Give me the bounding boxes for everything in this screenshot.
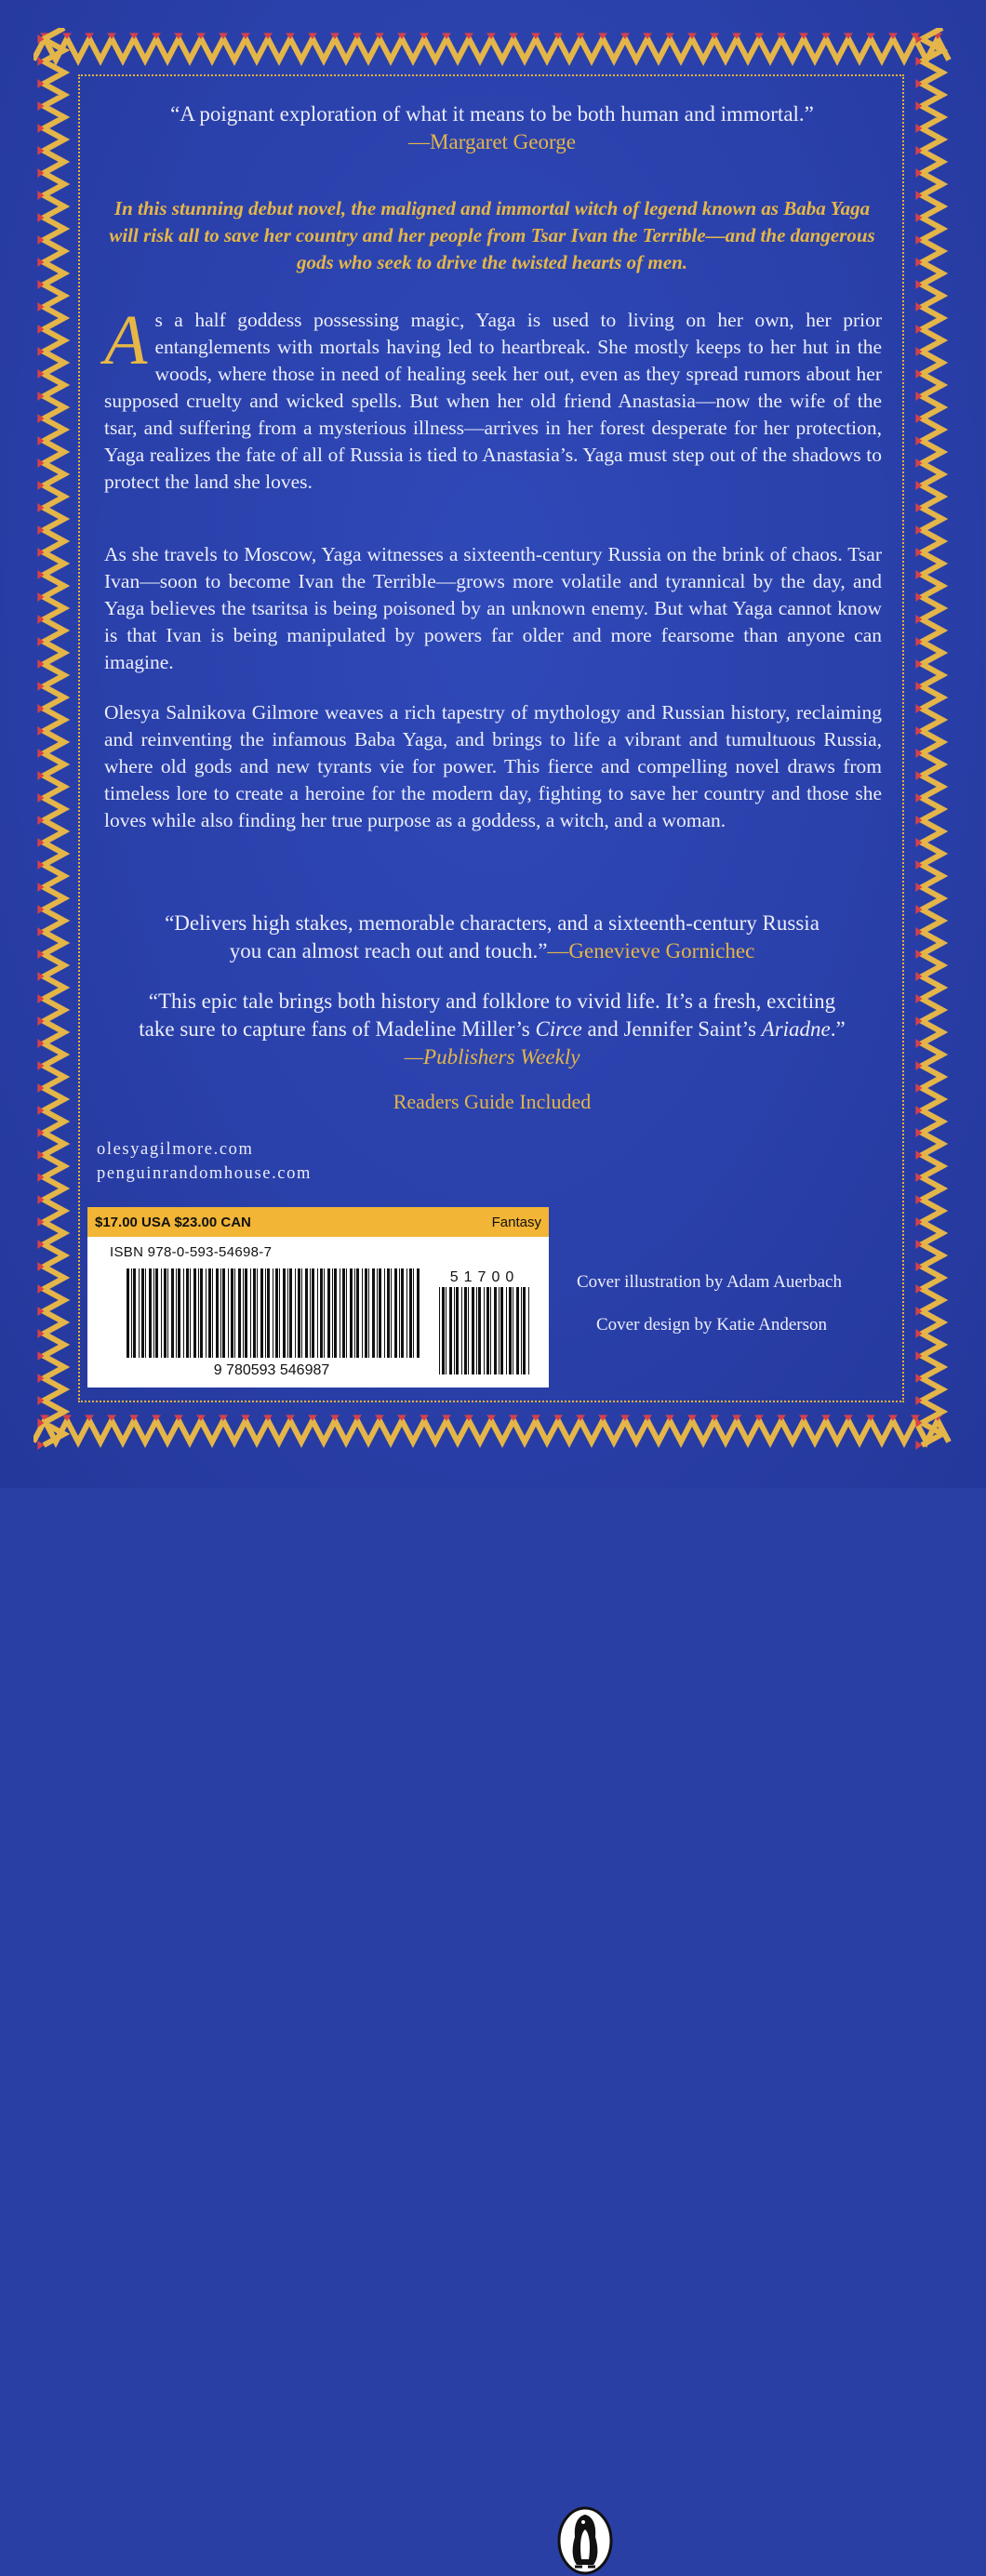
isbn-label: ISBN 978-0-593-54698-7 <box>110 1244 273 1260</box>
penguin-logo-icon <box>556 2505 614 2576</box>
blurb-attribution: —Genevieve Gornichec <box>547 939 755 963</box>
cover-design-credit: Cover design by Katie Anderson <box>596 1315 828 1334</box>
blurb-text-line-2-b: and Jennifer Saint’s <box>581 1017 762 1041</box>
blurb-attribution: —Margaret George <box>408 130 576 153</box>
price-label: $17.00 USA $23.00 CAN <box>95 1214 251 1230</box>
price-strip <box>87 1207 549 1237</box>
blurb-text: “A poignant exploration of what it means to be both human and immortal.” <box>170 102 814 126</box>
barcode-price-box <box>87 1207 549 1388</box>
description-paragraph-1 <box>104 301 882 496</box>
description-paragraph-3: Olesya Salnikova Gilmore weaves a rich tapestry of mythology and Russian history, reclaiming and reinventing the infamous Baba Yaga, and brings to life a vibrant and tumultuous Russia, where old gods and new tyrants vie for power. This fierce and compelling novel draws from timeless lore to create a heroine for the modern day, fighting to save her country and those she loves while also finding her true purpose as a goddess, a witch, and a woman. <box>104 701 882 831</box>
blurb-text-line-2: you can almost reach out and touch.” <box>229 939 548 963</box>
blurb-text-line-2-c: .” <box>830 1017 846 1041</box>
barcode-addon <box>435 1267 534 1378</box>
website-publisher[interactable]: penguinrandomhouse.com <box>97 1164 312 1183</box>
cover-text-area <box>93 91 891 1393</box>
blurb-text-line-2 <box>93 1016 891 1043</box>
book-title-ariadne: Ariadne <box>761 1017 831 1041</box>
barcode-addon-digits: 51700 <box>449 1269 520 1285</box>
blurb-text-line-1: “This epic tale brings both history and folklore to vivid life. It’s a fresh, exciting <box>148 989 836 1013</box>
website-author[interactable]: olesyagilmore.com <box>97 1140 254 1159</box>
border-zigzag-top <box>33 28 953 71</box>
blurb-genevieve-gornichec <box>93 910 891 965</box>
cover-illustration-credit: Cover illustration by Adam Auerbach <box>577 1272 842 1292</box>
blurb-text-line-2-wrap <box>93 937 891 965</box>
barcode-ean13 <box>115 1265 428 1378</box>
blurb-text-line-1: “Delivers high stakes, memorable characters, and a sixteenth-century Russia <box>165 911 819 935</box>
paragraph-1-text: s a half goddess possessing magic, Yaga is used to living on her own, her prior entanglements with mortals having led to heartbreak. She mostly keeps to her hut in the woods, where those in need of healing seek her out, even as they spread rumors about her supposed cruelty and wicked spells. But when her old friend Anastasia—now the wife of the tsar, and suffering from a mysterious illness—arrives in her forest desperate for her protection, Yaga realizes the fate of all of Russia is tied to Anastasia’s. Yaga must step out of the shadows to protect the land she loves. <box>104 309 882 493</box>
blurb-margaret-george <box>93 100 891 156</box>
drop-cap-letter: A <box>104 301 148 379</box>
border-zigzag-right <box>912 28 953 1453</box>
border-zigzag-bottom <box>33 1410 953 1453</box>
tagline: In this stunning debut novel, the maligned and immortal witch of legend known as Baba Yaga will risk all to save her country and her people from Tsar Ivan the Terrible—and the dangerous gods who seek to drive the twisted hearts of men. <box>109 197 875 273</box>
readers-guide-note: Readers Guide Included <box>393 1090 592 1113</box>
blurb-attribution: —Publishers Weekly <box>404 1045 580 1069</box>
book-title-circe: Circe <box>535 1017 582 1041</box>
border-zigzag-left <box>33 28 74 1453</box>
category-label: Fantasy <box>491 1214 541 1230</box>
blurb-publishers-weekly <box>93 988 891 1071</box>
blurb-text-line-2-a: take sure to capture fans of Madeline Miller’s <box>139 1017 536 1041</box>
barcode-main-digits: 9 780593 546987 <box>213 1362 330 1378</box>
description-paragraph-2: As she travels to Moscow, Yaga witnesses a sixteenth-century Russia on the brink of chaos. Tsar Ivan—soon to become Ivan the Terrible—grows more volatile and tyrannical by the day, and Yaga believes the tsaritsa is being poisoned by an unknown enemy. But what Yaga cannot know is that Ivan is being manipulated by powers far older and more fearsome than anyone can imagine. <box>104 543 882 673</box>
